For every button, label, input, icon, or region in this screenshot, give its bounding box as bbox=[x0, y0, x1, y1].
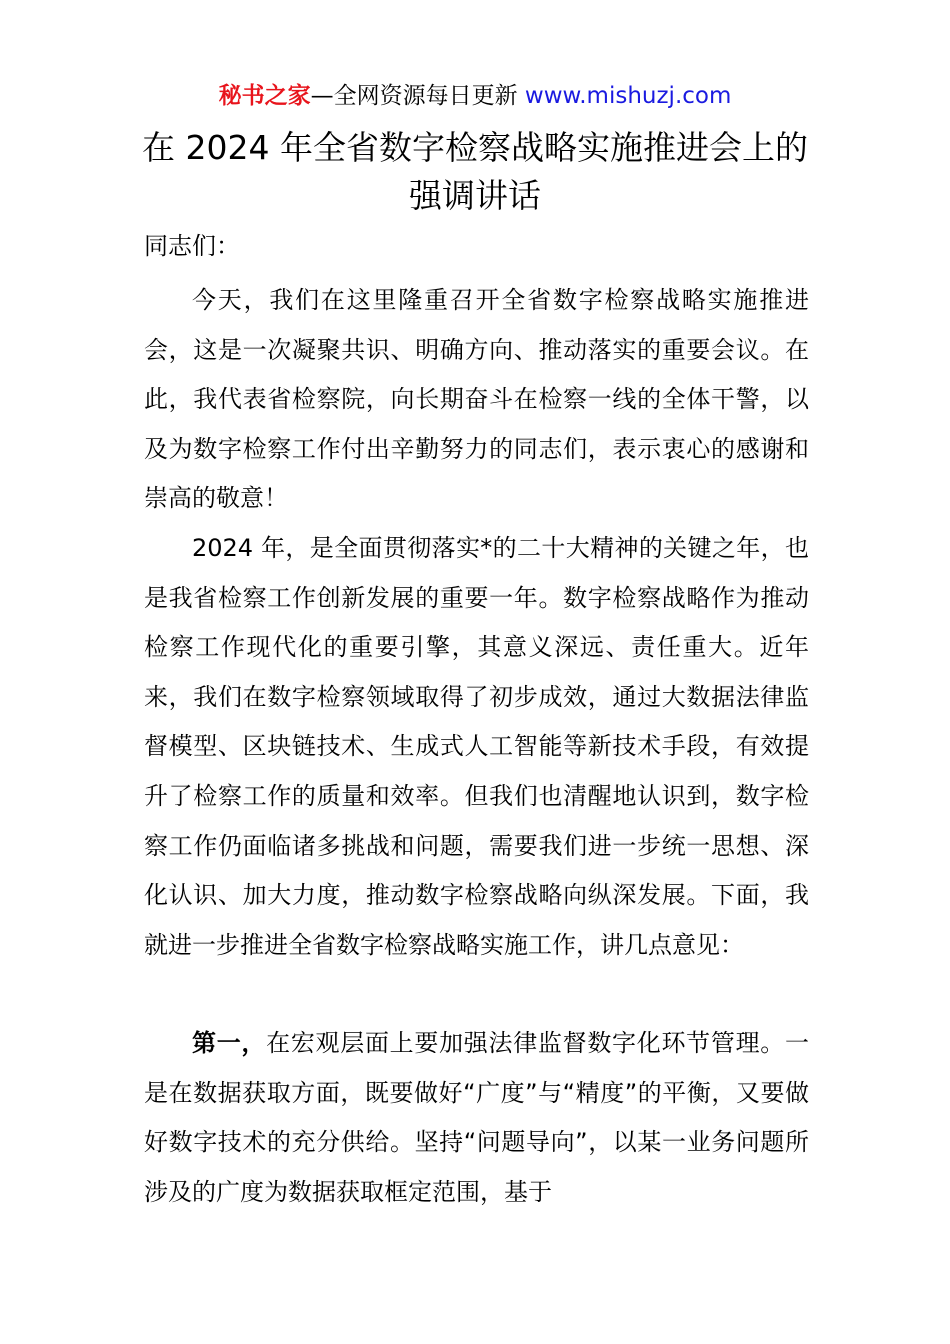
header-tagline: —全网资源每日更新 bbox=[310, 83, 518, 109]
section-one-text: 在宏观层面上要加强法律监督数字化环节管理。一是在数据获取方面，既要做好“广度”与“精度”的平衡，又要做好数字技术的充分供给。坚持“问题导向”，以某一业务问题所涉及的广度为数据获取框定范围，基于 bbox=[144, 1029, 809, 1206]
site-header bbox=[0, 80, 950, 112]
brand-name: 秘书之家 bbox=[218, 83, 311, 109]
document-title: 在 2024 年全省数字检察战略实施推进会上的强调讲话 bbox=[142, 128, 808, 215]
site-url-link[interactable]: www.mishuzj.com bbox=[524, 83, 732, 109]
section-one-lead: 第一， bbox=[192, 1029, 267, 1057]
paragraph-section-one bbox=[144, 1019, 809, 1217]
paragraph-context: 2024 年，是全面贯彻落实*的二十大精神的关键之年，也是我省检察工作创新发展的重要一年。数字检察战略作为推动检察工作现代化的重要引擎，其意义深远、责任重大。近年来，我们在数字检察领域取得了初步成效，通过大数据法律监督模型、区块链技术、生成式人工智能等新技术手段，有效提升了检察工作的质量和效率。但我们也清醒地认识到，数字检察工作仍面临诸多挑战和问题，需要我们进一步统一思想、深化认识、加大力度，推动数字检察战略向纵深发展。下面，我就进一步推进全省数字检察战略实施工作，讲几点意见： bbox=[144, 534, 809, 959]
paragraph-opening: 今天，我们在这里隆重召开全省数字检察战略实施推进会，这是一次凝聚共识、明确方向、推动落实的重要会议。在此，我代表省检察院，向长期奋斗在检察一线的全体干警，以及为数字检察工作付出辛勤努力的同志们，表示衷心的感谢和崇高的敬意！ bbox=[144, 286, 809, 513]
greeting: 同志们： bbox=[144, 232, 240, 260]
